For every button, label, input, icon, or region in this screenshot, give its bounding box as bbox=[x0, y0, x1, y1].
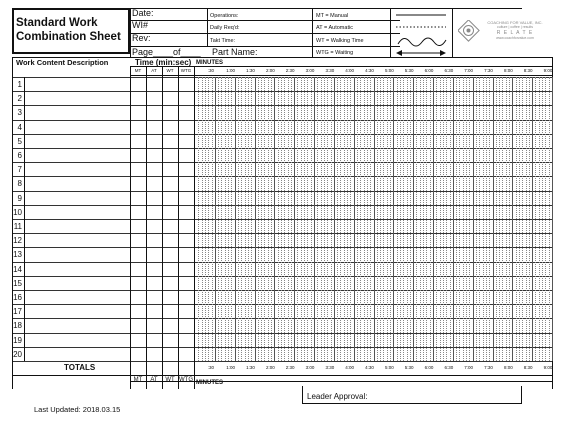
second-line bbox=[231, 77, 232, 361]
second-line bbox=[258, 77, 259, 361]
time-tick: 2:30 bbox=[285, 365, 295, 370]
second-line bbox=[297, 77, 298, 361]
second-line bbox=[202, 77, 203, 361]
minute-line bbox=[334, 77, 335, 361]
row-line bbox=[12, 205, 552, 206]
col-line bbox=[162, 66, 163, 389]
row-number: 6 bbox=[17, 151, 22, 160]
second-line bbox=[522, 77, 523, 361]
row-line bbox=[12, 162, 552, 163]
second-line bbox=[450, 77, 451, 361]
work-content-header: Work Content Description bbox=[16, 58, 109, 67]
sheet-title-box bbox=[12, 8, 130, 54]
time-tick: 9:00 bbox=[543, 365, 553, 370]
minute-line bbox=[552, 77, 553, 361]
time-tick: 1:30 bbox=[246, 365, 255, 370]
logo-text bbox=[480, 20, 550, 40]
row-line bbox=[12, 176, 552, 177]
second-line bbox=[268, 77, 269, 361]
legend-waiting: WTG = Waiting bbox=[316, 50, 354, 56]
second-line bbox=[489, 77, 490, 361]
page-label: Page____of____ bbox=[132, 47, 201, 57]
second-line bbox=[337, 77, 338, 361]
second-line bbox=[367, 77, 368, 361]
second-line bbox=[304, 77, 305, 361]
col-line bbox=[194, 66, 195, 389]
minutes-header: MINUTES bbox=[196, 60, 223, 66]
second-line bbox=[301, 77, 302, 361]
sub-col-label: AT bbox=[151, 68, 157, 73]
second-line bbox=[446, 77, 447, 361]
second-line bbox=[327, 77, 328, 361]
time-tick: 9:00 bbox=[543, 68, 553, 73]
time-tick: 8:30 bbox=[523, 68, 533, 73]
hdr-line bbox=[130, 20, 400, 21]
col-line bbox=[130, 66, 131, 389]
second-line bbox=[430, 77, 431, 361]
second-line bbox=[423, 77, 424, 361]
last-updated: Last Updated: 2018.03.15 bbox=[34, 405, 121, 414]
time-header: Time (min:sec) bbox=[135, 58, 192, 67]
legend-manual: MT = Manual bbox=[316, 13, 349, 19]
second-line bbox=[264, 77, 265, 361]
row-number: 20 bbox=[13, 349, 22, 359]
second-line bbox=[347, 77, 348, 361]
row-line bbox=[12, 233, 552, 234]
second-line bbox=[410, 77, 411, 361]
minute-line bbox=[532, 77, 533, 361]
time-tick: 4:30 bbox=[365, 68, 374, 73]
wi-label: WI# bbox=[132, 20, 149, 30]
minute-line bbox=[374, 77, 375, 361]
col-line bbox=[146, 66, 147, 389]
second-line bbox=[380, 77, 381, 361]
operations-label: Operations: bbox=[210, 13, 239, 19]
second-line bbox=[198, 77, 199, 361]
minute-line bbox=[453, 77, 454, 361]
logo-url: www.coachforvalue.com bbox=[496, 35, 534, 40]
time-tick: 8:30 bbox=[523, 365, 533, 370]
daily-req-label: Daily Req'd: bbox=[210, 25, 240, 31]
second-line bbox=[383, 77, 384, 361]
row-line bbox=[12, 219, 552, 220]
row-line bbox=[12, 290, 552, 291]
second-line bbox=[469, 77, 470, 361]
row-number: 15 bbox=[13, 278, 22, 288]
hdr-line bbox=[312, 8, 313, 57]
second-line bbox=[476, 77, 477, 361]
time-tick: 3:30 bbox=[325, 68, 335, 73]
second-line bbox=[479, 77, 480, 361]
legend-walking: WT = Walking Time bbox=[316, 38, 364, 44]
second-line bbox=[221, 77, 222, 361]
minute-line bbox=[215, 77, 216, 361]
row-line bbox=[12, 105, 552, 106]
time-tick: 1:00 bbox=[226, 365, 236, 370]
row-number: 10 bbox=[13, 207, 22, 217]
time-tick: 3:30 bbox=[325, 365, 335, 370]
col-line bbox=[178, 66, 179, 389]
time-tick: 7:30 bbox=[484, 365, 493, 370]
second-line bbox=[284, 77, 285, 361]
time-tick: 6:30 bbox=[444, 68, 454, 73]
second-line bbox=[205, 77, 206, 361]
row-number: 7 bbox=[17, 165, 22, 175]
second-line bbox=[225, 77, 226, 361]
time-tick: 5:00 bbox=[384, 365, 394, 370]
row-line bbox=[12, 191, 552, 192]
row-line bbox=[12, 91, 552, 92]
minute-line bbox=[255, 77, 256, 361]
second-line bbox=[311, 77, 312, 361]
time-tick: 7:00 bbox=[464, 365, 474, 370]
second-line bbox=[350, 77, 351, 361]
second-line bbox=[228, 77, 229, 361]
second-line bbox=[278, 77, 279, 361]
second-line bbox=[420, 77, 421, 361]
row-line bbox=[12, 148, 552, 149]
second-line bbox=[496, 77, 497, 361]
time-tick: 7:30 bbox=[484, 68, 493, 73]
second-line bbox=[526, 77, 527, 361]
second-line bbox=[288, 77, 289, 361]
row-number: 3 bbox=[17, 108, 22, 118]
second-line bbox=[506, 77, 507, 361]
col-line bbox=[24, 77, 25, 361]
logo-tagline: culture | coffee | results bbox=[497, 25, 533, 29]
row-line bbox=[12, 318, 552, 319]
second-line bbox=[307, 77, 308, 361]
second-line bbox=[344, 77, 345, 361]
row-line bbox=[12, 304, 552, 305]
time-tick: 5:30 bbox=[404, 365, 414, 370]
time-tick: 8:00 bbox=[503, 365, 513, 370]
second-line bbox=[407, 77, 408, 361]
combination-sheet bbox=[12, 8, 553, 401]
row-number: 19 bbox=[13, 335, 22, 345]
row-line bbox=[12, 120, 552, 121]
sub-col-label: WT bbox=[166, 68, 174, 73]
legend-automatic: AT = Automatic bbox=[316, 25, 353, 31]
time-tick: 3:00 bbox=[305, 365, 315, 370]
row-number: 16 bbox=[13, 293, 22, 302]
hdr-line bbox=[452, 8, 453, 57]
minute-line bbox=[493, 77, 494, 361]
row-line bbox=[12, 333, 552, 334]
leader-approval-label: Leader Approval: bbox=[307, 392, 368, 401]
time-tick: 1:00 bbox=[226, 68, 236, 73]
row-number: 18 bbox=[13, 321, 22, 331]
rev-label: Rev: bbox=[132, 33, 151, 43]
hdr-line bbox=[130, 8, 131, 57]
second-line bbox=[456, 77, 457, 361]
minute-line bbox=[433, 77, 434, 361]
second-line bbox=[463, 77, 464, 361]
row-number: 5 bbox=[17, 136, 22, 146]
row-line bbox=[12, 77, 552, 78]
minute-line bbox=[512, 77, 513, 361]
sheet-title-line2: Combination Sheet bbox=[16, 31, 121, 43]
time-tick: :30 bbox=[207, 68, 214, 73]
sub-col-label: AT bbox=[150, 377, 158, 383]
second-line bbox=[281, 77, 282, 361]
second-line bbox=[516, 77, 517, 361]
second-line bbox=[212, 77, 213, 361]
sheet-title-line1: Standard Work bbox=[16, 17, 98, 29]
row-number: 17 bbox=[13, 307, 22, 317]
sub-col-label: WTG bbox=[180, 68, 192, 73]
second-line bbox=[416, 77, 417, 361]
minutes-footer: MINUTES bbox=[196, 380, 223, 386]
second-line bbox=[317, 77, 318, 361]
second-line bbox=[241, 77, 242, 361]
second-line bbox=[238, 77, 239, 361]
second-line bbox=[502, 77, 503, 361]
leader-approval-box[interactable] bbox=[302, 386, 522, 404]
row-line bbox=[12, 134, 552, 135]
hdr-line bbox=[12, 57, 552, 58]
minute-line bbox=[413, 77, 414, 361]
row-number: 13 bbox=[13, 250, 22, 260]
logo-company: COACHING FOR VALUE, INC. bbox=[487, 20, 543, 25]
totals-label: TOTALS bbox=[64, 363, 96, 372]
second-line bbox=[436, 77, 437, 361]
hdr-line bbox=[130, 8, 522, 9]
second-line bbox=[549, 77, 550, 361]
second-line bbox=[208, 77, 209, 361]
time-tick: 7:00 bbox=[464, 68, 474, 73]
second-line bbox=[545, 77, 546, 361]
date-label: Date: bbox=[132, 8, 154, 18]
time-tick: 4:30 bbox=[365, 365, 374, 370]
time-tick: 3:00 bbox=[305, 68, 315, 73]
row-number: 9 bbox=[17, 193, 22, 203]
second-line bbox=[291, 77, 292, 361]
second-line bbox=[459, 77, 460, 361]
second-line bbox=[539, 77, 540, 361]
minute-line bbox=[354, 77, 355, 361]
second-line bbox=[509, 77, 510, 361]
minute-line bbox=[274, 77, 275, 361]
second-line bbox=[466, 77, 467, 361]
sub-col-label: MT bbox=[134, 68, 142, 73]
time-tick: 5:00 bbox=[384, 68, 394, 73]
second-line bbox=[261, 77, 262, 361]
sub-col-label: WTG bbox=[179, 377, 193, 383]
second-line bbox=[483, 77, 484, 361]
row-number: 8 bbox=[17, 179, 22, 189]
time-tick: 8:00 bbox=[503, 68, 513, 73]
hdr-line bbox=[207, 8, 208, 46]
time-tick: 6:00 bbox=[424, 68, 434, 73]
second-line bbox=[397, 77, 398, 361]
sub-col-label: WT bbox=[165, 377, 175, 383]
second-line bbox=[321, 77, 322, 361]
second-line bbox=[403, 77, 404, 361]
second-line bbox=[519, 77, 520, 361]
second-line bbox=[360, 77, 361, 361]
hdr-line bbox=[390, 8, 391, 57]
row-line bbox=[12, 375, 552, 376]
time-tick: 6:30 bbox=[444, 365, 454, 370]
row-line bbox=[12, 276, 552, 277]
hdr-line bbox=[130, 46, 400, 47]
minute-line bbox=[473, 77, 474, 361]
time-tick: 4:00 bbox=[345, 365, 355, 370]
second-line bbox=[443, 77, 444, 361]
second-line bbox=[390, 77, 391, 361]
row-number: 11 bbox=[13, 222, 22, 231]
row-number: 4 bbox=[17, 122, 22, 132]
second-line bbox=[364, 77, 365, 361]
time-tick: 2:00 bbox=[265, 68, 275, 73]
row-line bbox=[12, 247, 552, 248]
second-line bbox=[331, 77, 332, 361]
second-line bbox=[542, 77, 543, 361]
second-line bbox=[529, 77, 530, 361]
takt-time-label: Takt Time: bbox=[210, 38, 236, 44]
second-line bbox=[370, 77, 371, 361]
relate-logo-icon bbox=[458, 20, 480, 42]
second-line bbox=[340, 77, 341, 361]
row-number: 14 bbox=[13, 264, 22, 274]
time-tick: 5:30 bbox=[404, 68, 414, 73]
minute-line bbox=[294, 77, 295, 361]
time-tick: 6:00 bbox=[424, 365, 434, 370]
second-line bbox=[324, 77, 325, 361]
time-tick: 2:30 bbox=[285, 68, 295, 73]
second-line bbox=[218, 77, 219, 361]
row-number: 12 bbox=[13, 236, 22, 246]
row-line bbox=[12, 262, 552, 263]
second-line bbox=[245, 77, 246, 361]
time-tick: 2:00 bbox=[265, 365, 275, 370]
second-line bbox=[499, 77, 500, 361]
second-line bbox=[271, 77, 272, 361]
logo-relate: R E L A T E bbox=[496, 29, 534, 36]
second-line bbox=[387, 77, 388, 361]
sub-col-label: MT bbox=[133, 377, 143, 383]
part-name-label: Part Name: bbox=[212, 47, 258, 57]
hdr-line bbox=[130, 33, 400, 34]
minute-line bbox=[314, 77, 315, 361]
second-line bbox=[357, 77, 358, 361]
second-line bbox=[426, 77, 427, 361]
second-line bbox=[440, 77, 441, 361]
time-tick: :30 bbox=[207, 365, 214, 370]
row-number: 2 bbox=[17, 94, 22, 104]
second-line bbox=[486, 77, 487, 361]
second-line bbox=[248, 77, 249, 361]
minute-line bbox=[235, 77, 236, 361]
minute-line bbox=[393, 77, 394, 361]
second-line bbox=[535, 77, 536, 361]
second-line bbox=[400, 77, 401, 361]
time-tick: 1:30 bbox=[246, 68, 255, 73]
second-line bbox=[251, 77, 252, 361]
walking-wave-icon bbox=[398, 38, 446, 46]
time-tick: 4:00 bbox=[345, 68, 355, 73]
legend-symbols bbox=[392, 8, 450, 58]
row-line bbox=[12, 347, 552, 348]
second-line bbox=[377, 77, 378, 361]
row-number: 1 bbox=[17, 80, 22, 89]
